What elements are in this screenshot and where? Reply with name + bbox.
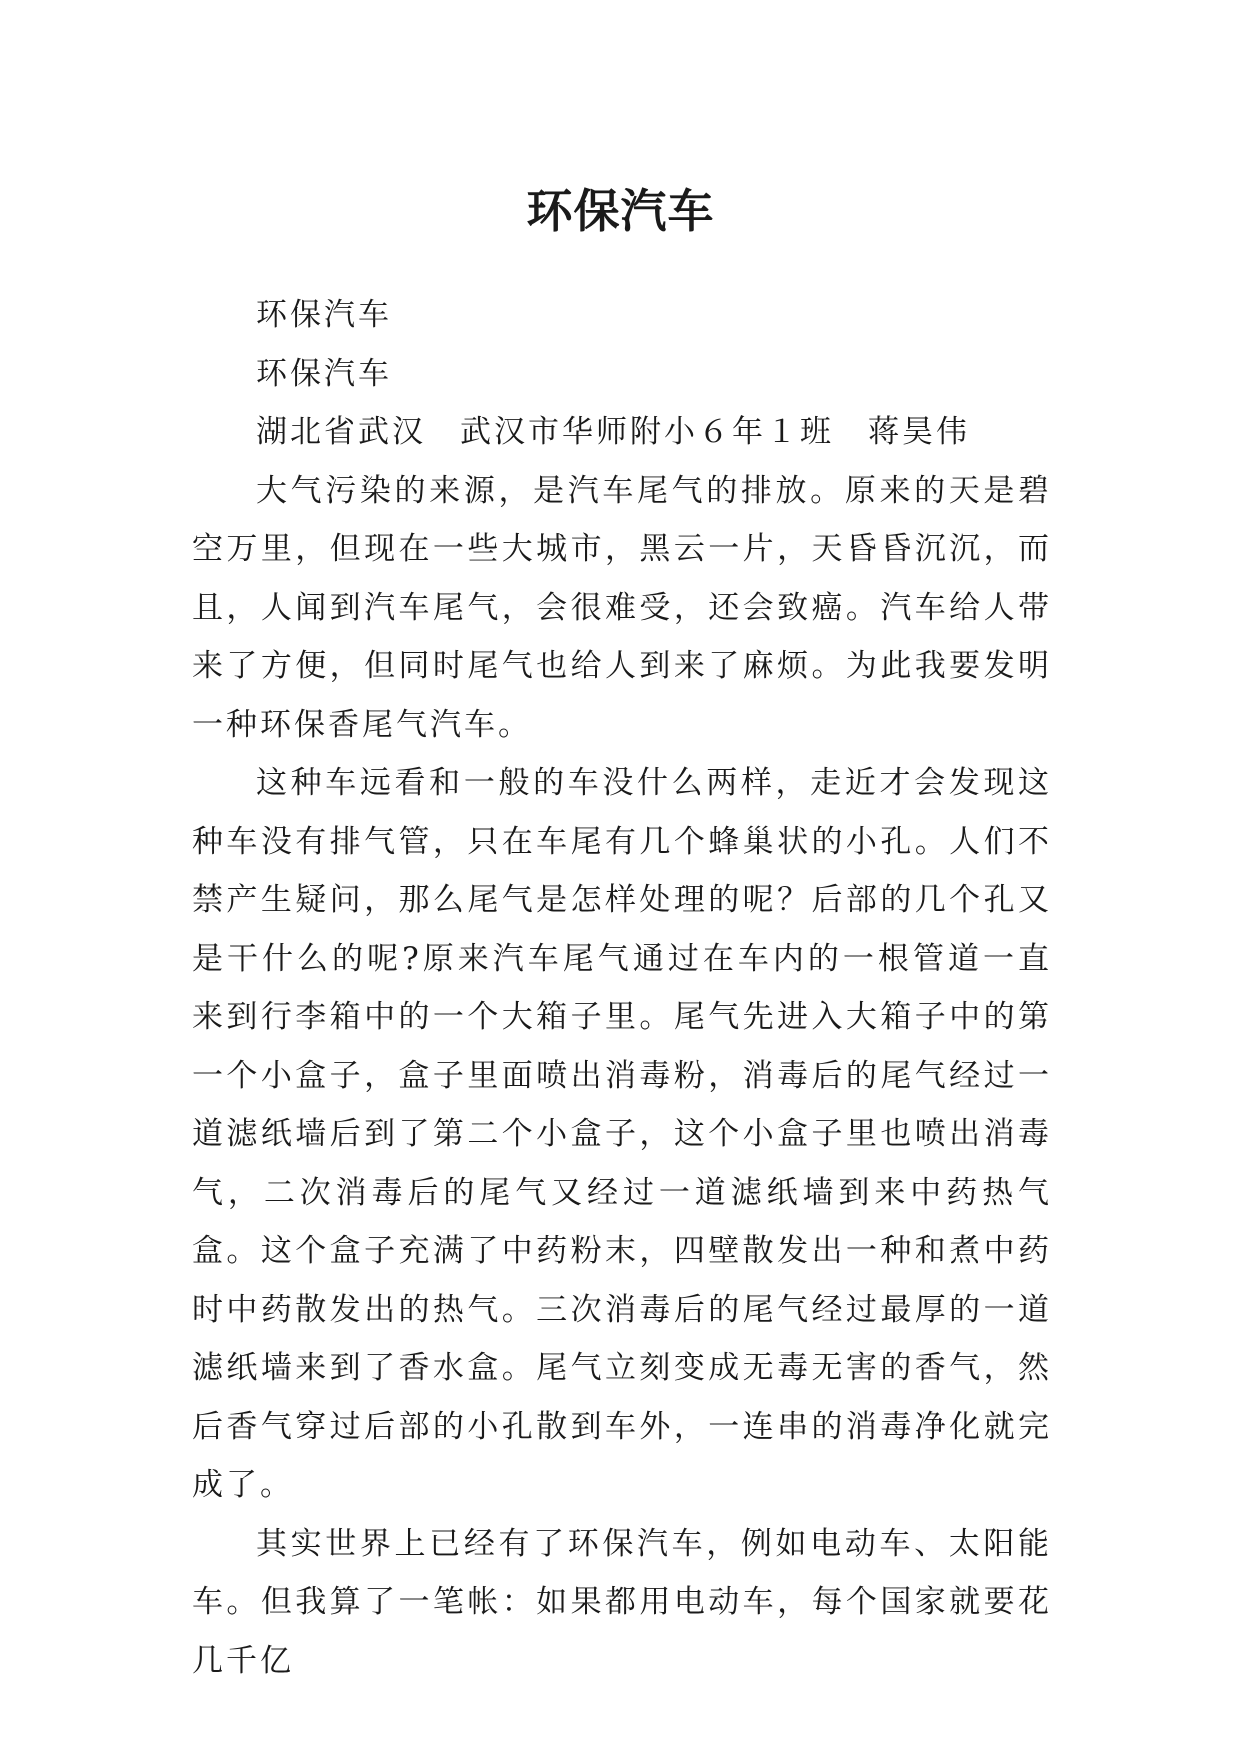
- document-body: [192, 286, 1052, 1690]
- paragraph-3: 其实世界上已经有了环保汽车，例如电动车、太阳能车。但我算了一笔帐：如果都用电动车，每个国家就要花几千亿: [192, 1525, 1052, 1679]
- paragraph-1: 大气污染的来源，是汽车尾气的排放。原来的天是碧空万里，但现在一些大城市，黑云一片，天昏昏沉沉，而且，人闻到汽车尾气，会很难受，还会致癌。汽车给人带来了方便，但同时尾气也给人到来了麻烦。为此我要发明一种环保香尾气汽车。: [192, 472, 1052, 743]
- author-line: 湖北省武汉 武汉市华师附小６年１班 蒋昊伟: [256, 414, 970, 450]
- paragraph-heading-1: 环保汽车: [256, 297, 392, 333]
- paragraph-heading-2: 环保汽车: [256, 355, 392, 392]
- document-title: 环保汽车: [526, 183, 715, 238]
- paragraph-2: 这种车远看和一般的车没什么两样，走近才会发现这种车没有排气管，只在车尾有几个蜂巢状的小孔。人们不禁产生疑问，那么尾气是怎样处理的呢？后部的几个孔又是干什么的呢?原来汽车尾气通过在车内的一根管道一直来到行李箱中的一个大箱子里。尾气先进入大箱子中的第一个小盒子，盒子里面喷出消毒粉，消毒后的尾气经过一道滤纸墙后到了第二个小盒子，这个小盒子里也喷出消毒气，二次消毒后的尾气又经过一道滤纸墙到来中药热气盒。这个盒子充满了中药粉末，四壁散发出一种和煮中药时中药散发出的热气。三次消毒后的尾气经过最厚的一道滤纸墙来到了香水盒。尾气立刻变成无毒无害的香气，然后香气穿过后部的小孔散到车外，一连串的消毒净化就完成了。: [192, 765, 1052, 1503]
